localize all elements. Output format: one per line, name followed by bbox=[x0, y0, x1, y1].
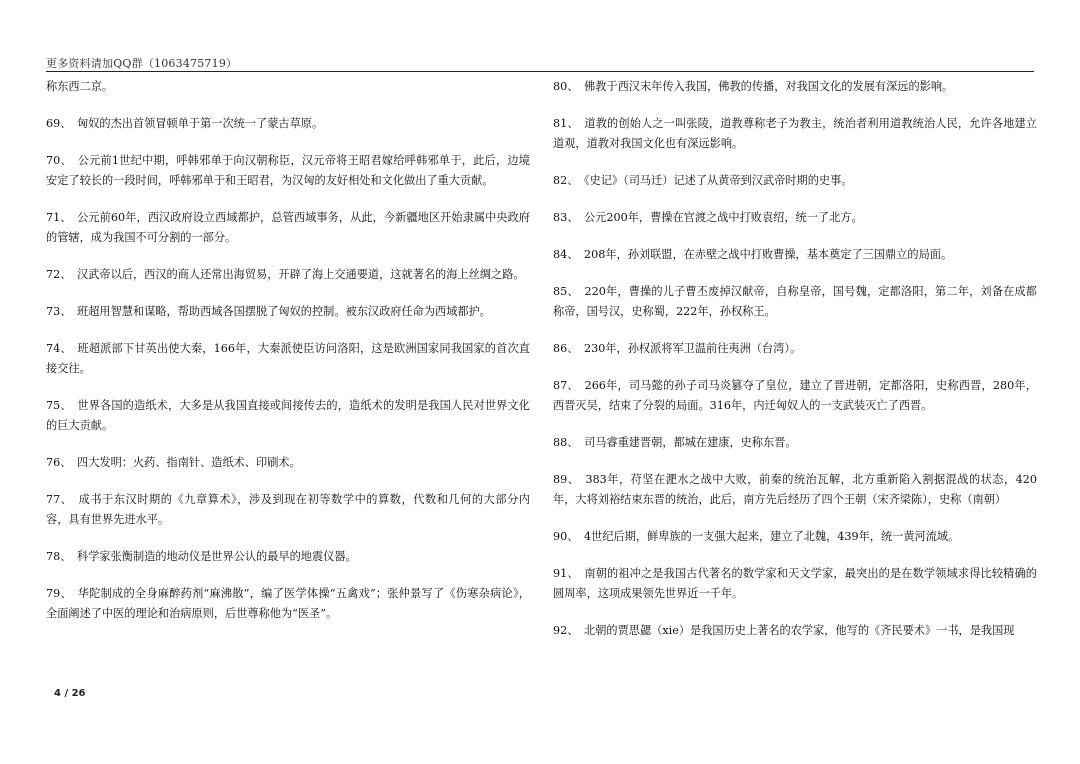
list-item: 88、 司马睿重建晋朝，都城在建康，史称东晋。 bbox=[553, 436, 797, 449]
page-number: 4 / 26 bbox=[54, 688, 86, 699]
right-column bbox=[553, 77, 1037, 658]
list-item: 86、 230年，孙权派将军卫温前往夷洲（台湾）。 bbox=[553, 342, 802, 355]
list-item: 76、 四大发明：火药、指南针、造纸术、印刷术。 bbox=[46, 456, 301, 469]
list-item: 69、 匈奴的杰出首领冒顿单于第一次统一了蒙古草原。 bbox=[46, 117, 324, 130]
list-item: 77、 成书于东汉时期的《九章算术》，涉及到现在初等数学中的算数，代数和几何的大部分内容，具有世界先进水平。 bbox=[46, 493, 530, 526]
list-item: 75、 世界各国的造纸术，大多是从我国直接或间接传去的，造纸术的发明是我国人民对世界文化的巨大贡献。 bbox=[46, 399, 530, 432]
list-item: 81、 道教的创始人之一叫张陵，道教尊称老子为教主，统治者利用道教统治人民，允许各地建立道观，道教对我国文化也有深远影响。 bbox=[553, 117, 1037, 150]
list-item: 87、 266年，司马懿的孙子司马炎篡夺了皇位，建立了晋进朝，定都洛阳，史称西晋，280年，西晋灭吴，结束了分裂的局面。316年，内迁匈奴人的一支武装灭亡了西晋。 bbox=[553, 379, 1037, 412]
page-header: 更多资料请加QQ群（1063475719） bbox=[46, 57, 238, 70]
list-item: 称东西二京。 bbox=[46, 80, 114, 93]
list-item: 92、 北朝的贾思勰（xie）是我国历史上著名的农学家，他写的《齐民要术》一书，是我国现 bbox=[553, 624, 1015, 637]
list-item: 85、 220年，曹操的儿子曹丕废掉汉献帝，自称皇帝，国号魏，定都洛阳，第二年，刘备在成都称帝，国号汉，史称蜀，222年，孙权称王。 bbox=[553, 285, 1037, 318]
list-item: 72、 汉武帝以后，西汉的商人还常出海贸易，开辟了海上交通要道，这就著名的海上丝绸之路。 bbox=[46, 268, 525, 281]
header-rule bbox=[46, 71, 1034, 72]
list-item: 91、 南朝的祖冲之是我国古代著名的数学家和天文学家，最突出的是在数学领域求得比较精确的圆周率，这项成果领先世界近一千年。 bbox=[553, 567, 1037, 600]
list-item: 83、 公元200年，曹操在官渡之战中打败袁绍，统一了北方。 bbox=[553, 211, 863, 224]
list-item: 82、 《史记》（司马迁）记述了从黄帝到汉武帝时期的史事。 bbox=[553, 174, 853, 187]
left-column bbox=[46, 77, 530, 641]
list-item: 71、 公元前60年，西汉政府设立西域都护，总管西域事务，从此，今新疆地区开始隶属中央政府的管辖，成为我国不可分割的一部分。 bbox=[46, 211, 530, 244]
list-item: 90、 4世纪后期，鲜卑族的一支强大起来，建立了北魏，439年，统一黄河流域。 bbox=[553, 530, 960, 543]
list-item: 78、 科学家张衡制造的地动仪是世界公认的最早的地震仪器。 bbox=[46, 550, 357, 563]
list-item: 73、 班超用智慧和谋略，帮助西域各国摆脱了匈奴的控制。被东汉政府任命为西域都护。 bbox=[46, 305, 491, 318]
list-item: 79、 华陀制成的全身麻醉药剂“麻沸散”，编了医学体操“五禽戏”；张仲景写了《伤寒杂病论》，全面阐述了中医的理论和治病原则，后世尊称他为“医圣”。 bbox=[46, 587, 530, 620]
list-item: 80、 佛教于西汉末年传入我国，佛教的传播，对我国文化的发展有深远的影响。 bbox=[553, 80, 954, 93]
list-item: 89、 383年，苻坚在淝水之战中大败，前秦的统治瓦解，北方重新陷入割据混战的状态，420年，大将刘裕结束东晋的统治，此后，南方先后经历了四个王朝（宋齐梁陈），史称（南朝） bbox=[553, 473, 1037, 506]
list-item: 70、 公元前1世纪中期，呼韩邪单于向汉朝称臣，汉元帝将王昭君嫁给呼韩邪单于，此后，边境安定了较长的一段时间，呼韩邪单于和王昭君，为汉匈的友好相处和文化做出了重大贡献。 bbox=[46, 154, 530, 187]
list-item: 84、 208年，孙刘联盟，在赤壁之战中打败曹操，基本奠定了三国鼎立的局面。 bbox=[553, 248, 953, 261]
list-item: 74、 班超派部下甘英出使大秦，166年，大秦派使臣访问洛阳，这是欧洲国家同我国家的首次直接交往。 bbox=[46, 342, 530, 375]
